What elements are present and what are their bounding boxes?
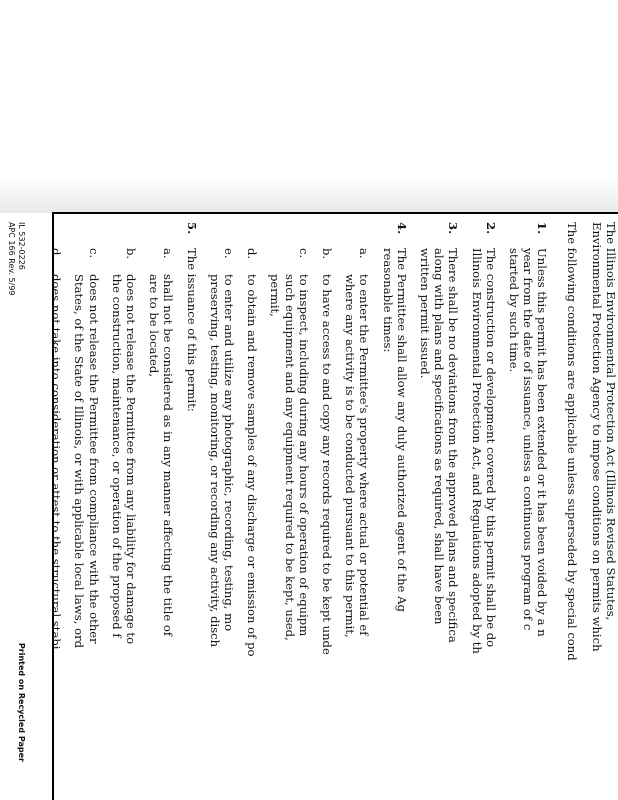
item-letter: c.: [296, 248, 311, 259]
condition-5-item: [147, 248, 161, 800]
recycled-paper-note: Printed on Recycled Paper: [16, 642, 26, 762]
condition-number: [418, 222, 432, 248]
item-letter: e.: [221, 248, 236, 259]
item-letter: [72, 248, 86, 274]
item-text-line: where any activity is to be conducted pursuant to this permit,: [343, 274, 358, 638]
item-letter: [208, 248, 222, 274]
item-text-line: The construction or development covered by this permit shall be do: [483, 248, 498, 648]
condition-5: [184, 222, 198, 800]
condition-5-item: [110, 248, 124, 800]
condition-number: [380, 222, 394, 248]
header-line-3: The following conditions are applicable unless superseded by special cond: [564, 222, 579, 661]
item-text-line: written permit issued.: [417, 248, 432, 379]
condition: [535, 222, 549, 800]
item-text-line: such equipment and any equipment required to be kept, used,: [282, 274, 297, 641]
condition-5-item: [72, 248, 86, 800]
condition-4-item: [343, 248, 357, 800]
condition-4-item: [320, 248, 334, 800]
item-letter: d.: [245, 248, 260, 260]
condition-5-items: [40, 222, 175, 800]
item-letter: a.: [357, 248, 372, 259]
condition-5-item: [161, 248, 175, 800]
header-line-2: Environmental Protection Agency to impose conditions on permits which: [589, 222, 604, 652]
item-text-line: to enter the Permittee's property where actual or potential ef: [357, 274, 372, 636]
item-text-line: along with plans and specifications as required, shall have been: [432, 248, 447, 625]
condition-text: The issuance of this permit:: [184, 248, 199, 412]
item-letter: [110, 248, 124, 274]
condition: [521, 222, 535, 800]
item-text-line: There shall be no deviations from the approved plans and specifica: [446, 248, 461, 643]
condition-number: 4.: [394, 222, 409, 235]
condition: [507, 222, 521, 800]
condition: [446, 222, 460, 800]
condition-4-items: [199, 222, 372, 800]
item-letter: [268, 248, 282, 274]
item-letter: c.: [86, 248, 101, 259]
condition: [469, 222, 483, 800]
condition-4-item: [297, 248, 311, 800]
item-letter: [343, 248, 357, 274]
item-text-line: Illinois Environmental Protection Act, and Regulations adopted by th: [469, 248, 484, 654]
item-letter: a.: [161, 248, 176, 259]
item-letter: [282, 248, 296, 274]
item-text-line: shall not be considered as in any manner affecting the title of: [161, 274, 176, 637]
condition-4-item: [208, 248, 222, 800]
condition-4-item: [357, 248, 371, 800]
item-text-line: to enter and utilize any photographic, recording, testing, mo: [221, 274, 236, 632]
condition: [380, 222, 394, 800]
condition-number: [507, 222, 521, 248]
item-text-line: to obtain and remove samples of any discharge or emission of po: [245, 274, 260, 657]
condition: [432, 222, 446, 800]
condition-number: [432, 222, 446, 248]
item-text-line: year from the date of issuance, unless a continuous program of c: [521, 248, 536, 631]
condition-4-item: [245, 248, 259, 800]
item-text-line: to inspect, including during any hours of operation of equipm: [296, 274, 311, 637]
item-text-line: to have access to and copy any records required to be kept unde: [319, 274, 334, 655]
condition: [395, 222, 409, 800]
condition-number: 2.: [483, 222, 498, 235]
blank-margin: [0, 0, 618, 175]
item-text-line: The Permittee shall allow any duly authorized agent of the Ag: [394, 248, 409, 612]
condition-4-item: [282, 248, 296, 800]
form-footer: [6, 222, 26, 800]
form-revision: APC 166 Rev. 5/99: [6, 222, 16, 296]
item-text-line: started by such time.: [506, 248, 521, 373]
condition-number: 3.: [446, 222, 461, 235]
item-letter: d.: [49, 248, 64, 260]
condition-4-item: [268, 248, 282, 800]
condition-number: 5.: [184, 222, 199, 235]
item-text-line: does not release the Permittee from compliance with the other: [86, 274, 101, 644]
condition-4-item: [222, 248, 236, 800]
scan-shadow: [0, 175, 618, 213]
item-text-line: States, of the State of Illinois, or with applicable local laws, ord: [72, 274, 87, 649]
conditions-list: [371, 222, 549, 800]
item-text-line: does not release the Permittee from any liability for damage to: [123, 274, 138, 645]
item-text-line: reasonable times:: [380, 248, 395, 353]
rotated-page: [6, 222, 618, 800]
condition-5-item: [124, 248, 138, 800]
condition: [418, 222, 432, 800]
condition-5-item: [49, 248, 63, 800]
condition-5-item: [86, 248, 100, 800]
item-text-line: preserving, testing, monitoring, or recording any activity, disch: [207, 274, 222, 648]
item-text-line: are to be located,: [147, 274, 162, 378]
condition-number: [469, 222, 483, 248]
condition: [484, 222, 498, 800]
item-text-line: permit,: [268, 274, 283, 317]
item-letter: b.: [123, 248, 138, 260]
item-letter: [147, 248, 161, 274]
header-line-1: The Illinois Environmental Protection Act (Illinois Revised Statutes,: [604, 222, 618, 621]
form-id: IL 532-0226: [16, 222, 26, 270]
item-letter: b.: [319, 248, 334, 260]
item-text-line: does not take into consideration or attest to the structural stabi: [49, 274, 64, 650]
item-text-line: Unless this permit has been extended or it has been voided by a n: [535, 248, 550, 637]
page-border-top: [52, 212, 618, 214]
item-text-line: the construction, maintenance, or operation of the proposed f: [109, 274, 124, 638]
condition-number: 1.: [535, 222, 550, 235]
condition-number: [521, 222, 535, 248]
